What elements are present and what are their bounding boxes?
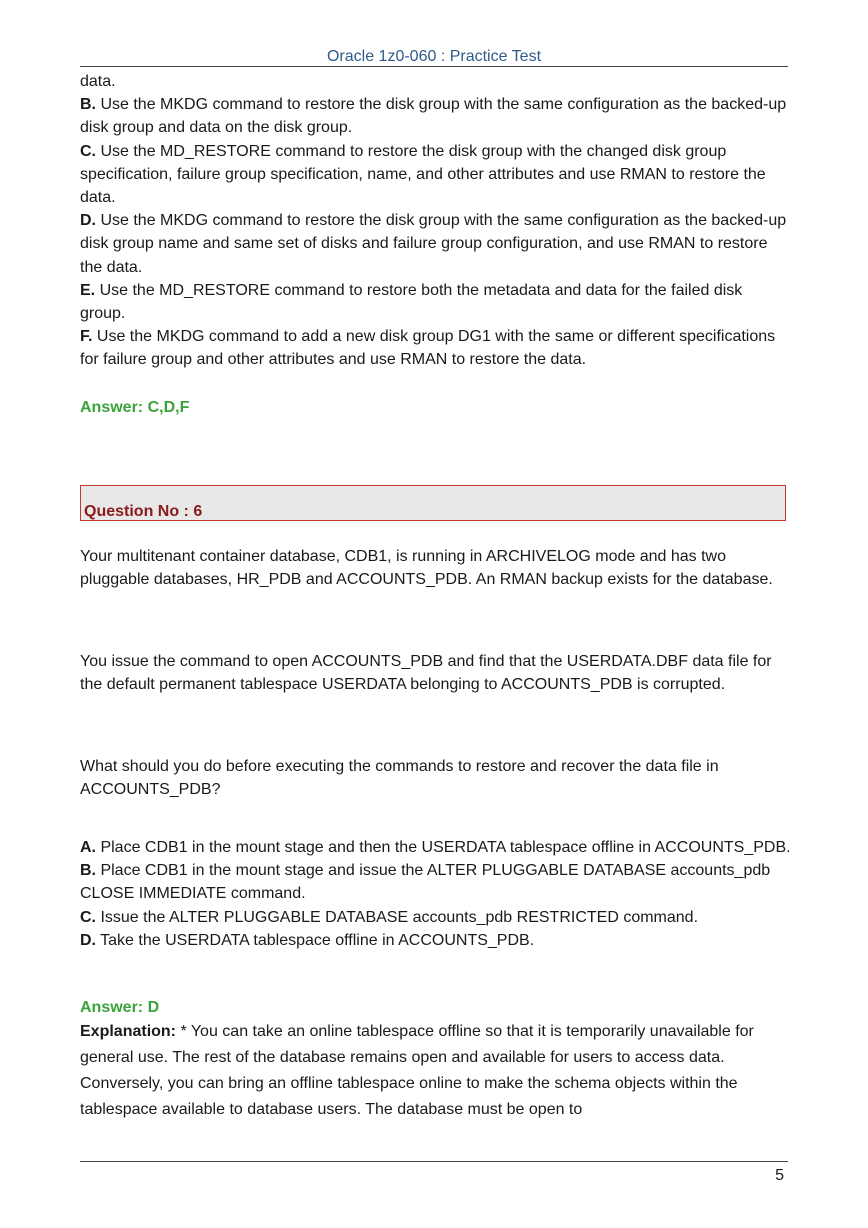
previous-answer: Answer: C,D,F (80, 398, 190, 416)
question-paragraph-3 (80, 755, 792, 801)
option-letter: B. (80, 96, 96, 114)
option-text: Issue the ALTER PLUGGABLE DATABASE accounts_pdb RESTRICTED command. (96, 908, 699, 926)
option-text: Place CDB1 in the mount stage and then the USERDATA tablespace offline in ACCOUNTS_PDB. (96, 839, 791, 856)
page-number: 5 (775, 1167, 784, 1184)
header-rule (80, 66, 788, 67)
option-letter: D. (80, 931, 96, 949)
option-text: Place CDB1 in the mount stage and issue the ALTER PLUGGABLE DATABASE accounts_pdb CLOSE IMMEDIATE command. (80, 862, 771, 903)
option-b (80, 93, 792, 139)
answer-section (80, 996, 792, 1123)
previous-question-section (80, 70, 792, 419)
continuation-text: data. (80, 73, 116, 90)
option-letter: B. (80, 862, 96, 880)
option-letter: D. (80, 212, 96, 230)
option-text: Use the MKDG command to restore the disk group with the same configuration as the backed-up disk group name and same set of disks and failure group configuration, and use RMAN to restore the data. (80, 212, 787, 276)
option-d (80, 929, 792, 952)
option-letter: F. (80, 328, 93, 346)
footer-rule (80, 1161, 788, 1162)
question-heading: Question No : 6 (84, 503, 203, 520)
paragraph-text: What should you do before executing the commands to restore and recover the data file in ACCOUNTS_PDB? (80, 758, 719, 799)
option-text: Use the MKDG command to restore the disk group with the same configuration as the backed-up disk group and data on the disk group. (80, 96, 787, 137)
paragraph-text: Your multitenant container database, CDB1, is running in ARCHIVELOG mode and has two pluggable databases, HR_PDB and ACCOUNTS_PDB. An RMAN backup exists for the database. (80, 548, 773, 589)
option-c (80, 906, 792, 929)
explanation-text: * You can take an online tablespace offline so that it is temporarily unavailable for general use. The rest of the database remains open and available for users to access data. Conversely, you can bring an offline tablespace online to make the schema objects within the tablespace available to database users. The database must be open to (80, 1023, 754, 1119)
option-d (80, 209, 792, 279)
page-header-title: Oracle 1z0-060 : Practice Test (326, 48, 542, 65)
option-text: Use the MD_RESTORE command to restore the disk group with the changed disk group specification, failure group specification, name, and other attributes and use RMAN to restore the data. (80, 142, 766, 207)
option-f (80, 325, 792, 371)
option-c (80, 140, 792, 210)
question-paragraph-2 (80, 650, 792, 696)
answer-text: Answer: D (80, 999, 160, 1016)
question-paragraph-1 (80, 545, 792, 591)
option-letter: C. (80, 142, 96, 160)
option-letter: C. (80, 908, 96, 926)
paragraph-text: You issue the command to open ACCOUNTS_PDB and find that the USERDATA.DBF data file for the default permanent tablespace USERDATA belonging to ACCOUNTS_PDB is corrupted. (80, 653, 772, 694)
explanation (80, 1019, 792, 1123)
option-text: Take the USERDATA tablespace offline in ACCOUNTS_PDB. (96, 931, 535, 949)
option-a (80, 836, 792, 859)
option-letter: E. (80, 281, 96, 299)
question-heading-box (80, 485, 786, 521)
question-options (80, 836, 792, 952)
option-e (80, 279, 792, 325)
option-letter: A. (80, 839, 96, 856)
option-b (80, 859, 792, 905)
option-text: Use the MD_RESTORE command to restore both the metadata and data for the failed disk group. (80, 281, 743, 323)
option-text: Use the MKDG command to add a new disk group DG1 with the same or different specifications for failure group and other attributes and use RMAN to restore the data. (80, 328, 776, 369)
explanation-label: Explanation: (80, 1023, 177, 1041)
